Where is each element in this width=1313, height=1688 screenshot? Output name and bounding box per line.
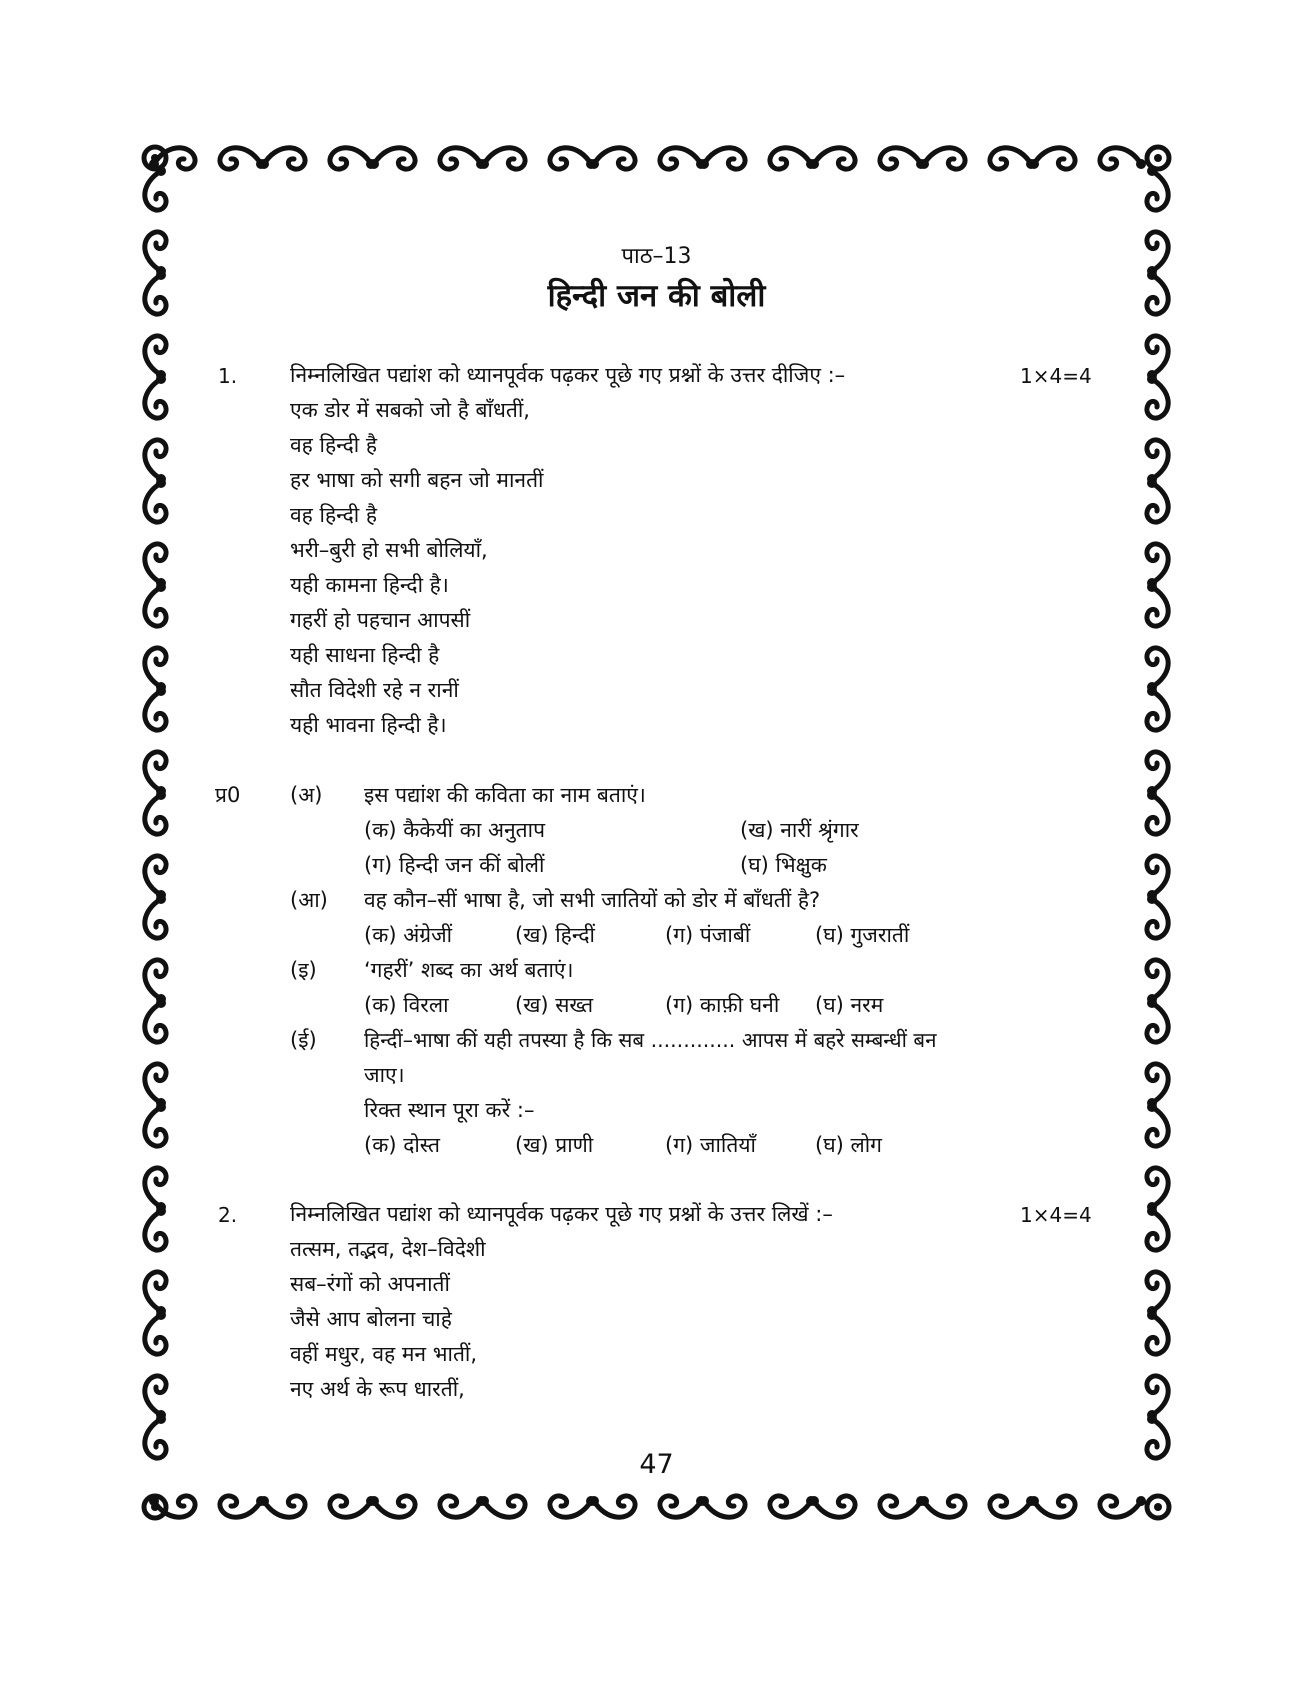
lesson-title: हिन्दी जन की बोली	[547, 278, 766, 314]
option: (क) विरला	[364, 993, 449, 1017]
question-text: वह कौन–सीं भाषा है, जो सभी जातियों को डोर में बाँधतीं है?	[364, 888, 821, 912]
question-text: इस पद्यांश की कविता का नाम बताएं।	[364, 783, 646, 807]
question-prefix: प्र0	[215, 783, 241, 807]
option: (क) कैकेयीं का अनुताप	[364, 818, 546, 842]
lesson-label: पाठ–13	[621, 244, 692, 269]
option: (क) अंग्रेजीं	[364, 923, 453, 947]
poem-line: यही साधना हिन्दी है	[290, 643, 440, 667]
question-text-continued: जाए।	[364, 1063, 405, 1087]
option: (घ) भिक्षुक	[740, 853, 827, 877]
poem-line: तत्सम, तद्भव, देश–विदेशी	[290, 1237, 486, 1261]
q1-number: 1.	[218, 364, 238, 388]
question-label: (इ)	[290, 958, 317, 982]
question-text: ‘गहरीं’ शब्द का अर्थ बताएं।	[364, 958, 574, 982]
poem-line: यही भावना हिन्दी है।	[290, 713, 447, 737]
poem-line: सब–रंगों को अपनातीं	[290, 1272, 450, 1296]
poem-line: जैसे आप बोलना चाहे	[290, 1307, 452, 1331]
ornament-top-row	[149, 148, 1146, 169]
poem-line: एक डोर में सबको जो है बाँधतीं,	[290, 398, 530, 422]
option: (घ) गुजरातीं	[815, 923, 910, 947]
poem-line: गहरीं हो पहचान आपसीं	[290, 608, 471, 632]
option: (घ) लोग	[815, 1133, 882, 1157]
question-text: हिन्दीं–भाषा कीं यही तपस्या है कि सब ............. आपस में बहरे सम्बन्धीं बन	[364, 1028, 937, 1052]
q2-marks: 1×4=4	[1020, 1203, 1092, 1227]
poem-line: वहीं मधुर, वह मन भातीं,	[290, 1342, 478, 1366]
option: (ग) काफ़ी घनी	[665, 993, 780, 1017]
q1-instruction: निम्नलिखित पद्यांश को ध्यानपूर्वक पढ़कर पूछे गए प्रश्नों के उत्तर दीजिए :–	[290, 363, 846, 387]
q2-number: 2.	[218, 1203, 238, 1227]
q2-instruction: निम्नलिखित पद्यांश को ध्यानपूर्वक पढ़कर पूछे गए प्रश्नों के उत्तर लिखें :–	[290, 1202, 833, 1226]
option: (क) दोस्त	[364, 1133, 440, 1157]
option: (ग) हिन्दी जन कीं बोलीं	[364, 853, 545, 877]
poem-line: सौत विदेशी रहे न रानीं	[290, 678, 459, 702]
question-subtext: रिक्त स्थान पूरा करें :–	[364, 1098, 535, 1122]
ornament-left-column	[145, 166, 166, 1458]
option: (ख) सख्त	[515, 993, 594, 1017]
poem-line: भरी–बुरी हो सभी बोलियाँ,	[290, 538, 488, 562]
poem-line: नए अर्थ के रूप धारतीं,	[290, 1377, 465, 1401]
poem-line: हर भाषा को सगी बहन जो मानतीं	[290, 468, 544, 492]
poem-line: वह हिन्दी है	[290, 433, 377, 457]
page-number: 47	[639, 1449, 674, 1480]
question-label: (आ)	[290, 888, 328, 912]
option: (ग) पंजाबीं	[665, 923, 751, 947]
poem-line: वह हिन्दी है	[290, 503, 377, 527]
option: (घ) नरम	[815, 993, 884, 1017]
option: (ख) नारीं श्रृंगार	[740, 818, 859, 842]
poem-line: यही कामना हिन्दी है।	[290, 573, 449, 597]
question-label: (ई)	[290, 1028, 317, 1052]
question-label: (अ)	[290, 783, 323, 807]
ornament-bottom-row	[149, 1496, 1146, 1517]
option: (ख) प्राणी	[515, 1133, 594, 1157]
q1-marks: 1×4=4	[1020, 364, 1092, 388]
option: (ख) हिन्दीं	[515, 923, 595, 947]
option: (ग) जातियाँ	[665, 1133, 756, 1157]
ornament-right-column	[1147, 166, 1168, 1458]
